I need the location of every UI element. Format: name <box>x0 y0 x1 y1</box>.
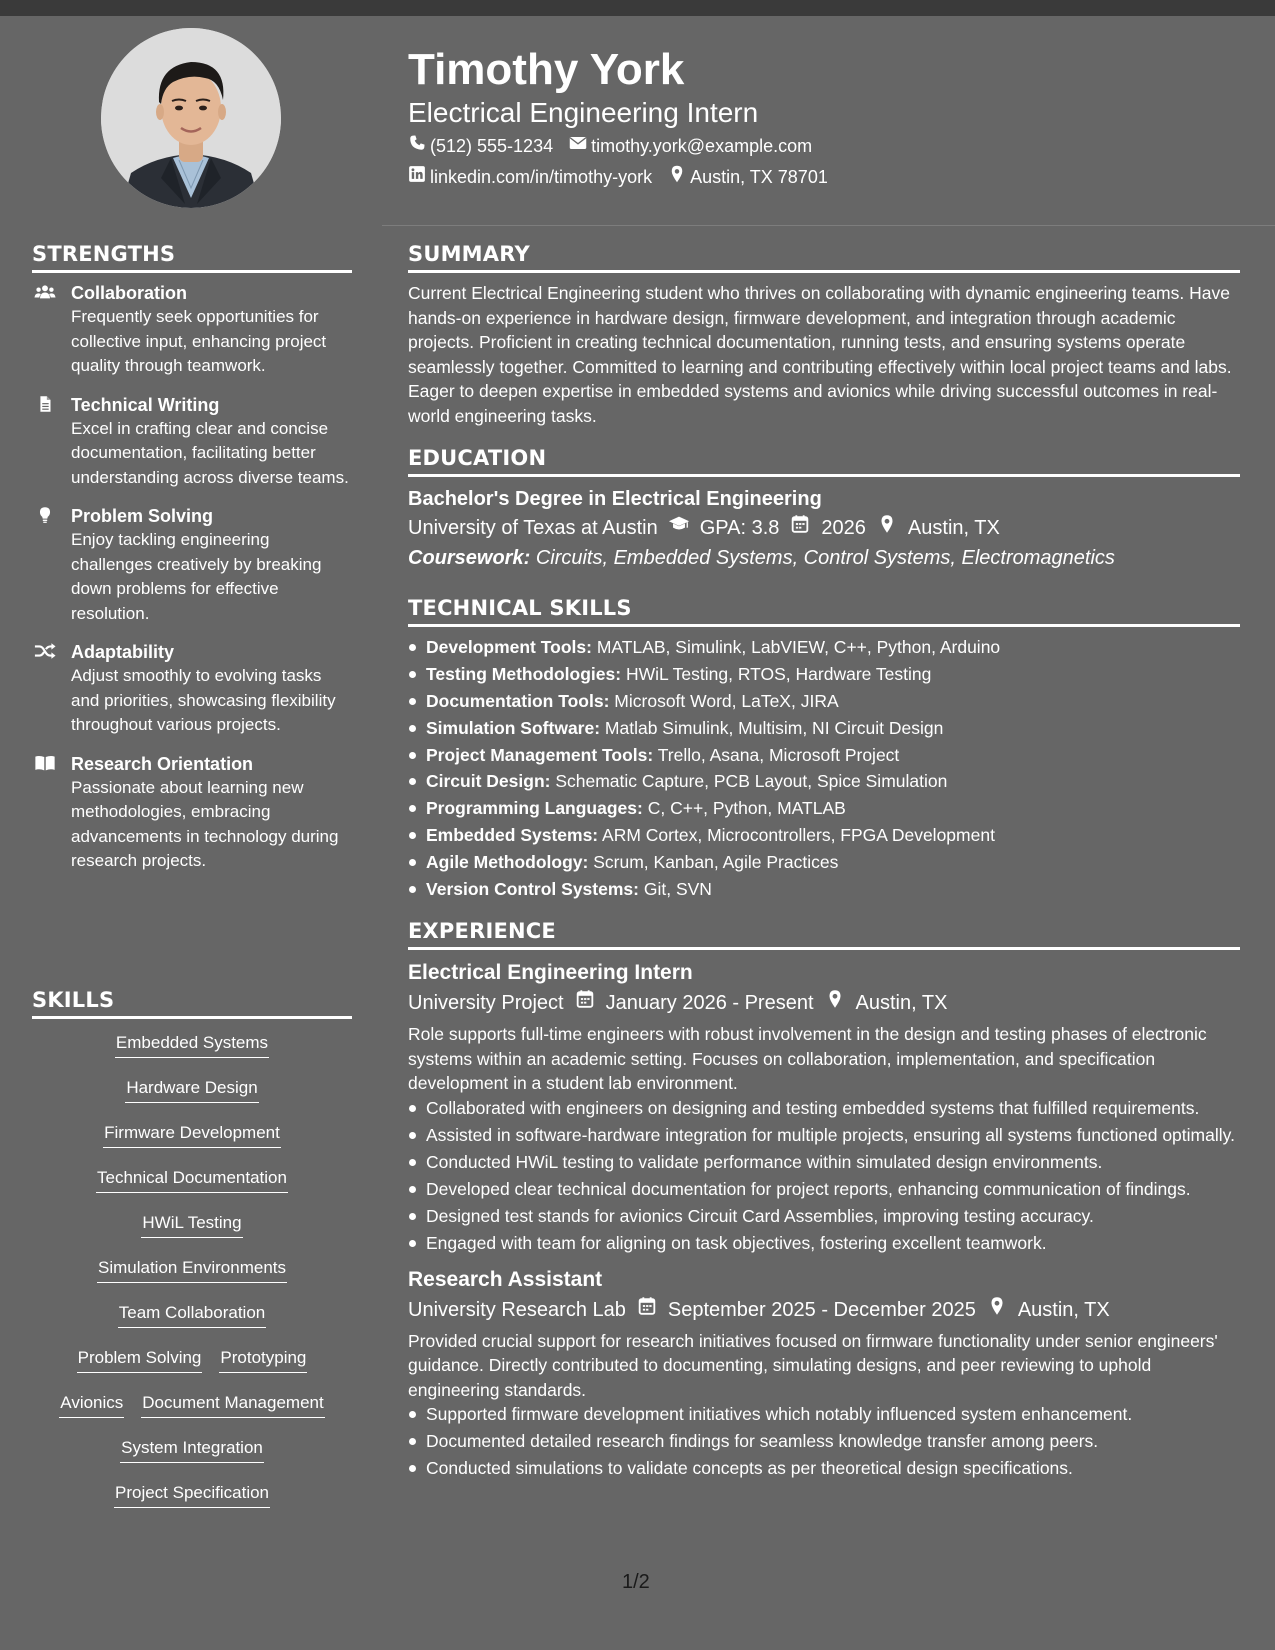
skill-chip: Document Management <box>141 1391 324 1418</box>
phone-item <box>408 134 553 158</box>
technical-skills-title: TECHNICAL SKILLS <box>408 596 1240 627</box>
linkedin-link[interactable]: linkedin.com/in/timothy-york <box>430 167 653 187</box>
summary-section <box>408 242 1240 428</box>
page-number: 1/2 <box>622 1571 650 1593</box>
education-section <box>408 446 1240 573</box>
envelope-icon <box>569 134 587 158</box>
strength-item <box>32 504 352 626</box>
job-location: Austin, TX <box>855 992 948 1014</box>
list-item: Conducted HWiL testing to validate performance within simulated design environments. <box>408 1150 1240 1174</box>
strength-title: Adaptability <box>71 642 175 662</box>
strength-title: Collaboration <box>71 283 187 303</box>
skill-label: Simulation Software: <box>426 717 601 738</box>
job-org: University Research Lab <box>408 1298 626 1321</box>
skills-title: SKILLS <box>32 988 352 1019</box>
email-item[interactable] <box>569 134 812 158</box>
map-pin-icon <box>876 513 898 543</box>
job-description: Provided crucial support for research initiatives focused on firmware functionality under senior engineers' guidance. Directly contributed to documenting, simulating designs, and peer reviewing to uphold engineering standards. <box>408 1330 1218 1400</box>
list-item: Conducted simulations to validate concepts as per theoretical design specifications. <box>408 1456 1240 1480</box>
experience-section <box>408 919 1240 1483</box>
skill-chip: Problem Solving <box>77 1346 203 1373</box>
skill-label: Version Control Systems: <box>426 879 639 900</box>
skill-value: Scrum, Kanban, Agile Practices <box>593 852 839 873</box>
strength-desc: Adjust smoothly to evolving tasks and priorities, showcasing flexibility throughout various projects. <box>71 666 336 734</box>
skill-row <box>32 1436 352 1481</box>
skill-value: HWiL Testing, RTOS, Hardware Testing <box>625 663 932 684</box>
skill-value: Git, SVN <box>643 879 712 900</box>
calendar-icon <box>636 1295 658 1325</box>
skill-label: Programming Languages: <box>426 798 643 819</box>
skill-row <box>32 1031 352 1076</box>
calendar-icon <box>789 513 811 543</box>
strength-desc: Passionate about learning new methodologies, embracing advancements in technology during research projects. <box>71 777 339 870</box>
skill-row <box>32 1256 352 1301</box>
skill-row <box>32 1076 352 1121</box>
graduation-cap-icon <box>668 513 690 543</box>
job-org: University Project <box>408 992 564 1014</box>
skill-chip: HWiL Testing <box>141 1211 242 1238</box>
list-item <box>408 823 1240 847</box>
job-title: Electrical Engineering Intern <box>408 961 693 984</box>
job-location: Austin, TX <box>1017 1298 1110 1321</box>
list-item: Developed clear technical documentation for project reports, enhancing communication of findings. <box>408 1177 1240 1201</box>
profile-photo <box>101 28 281 208</box>
map-pin-icon <box>668 165 686 189</box>
school-name: University of Texas at Austin <box>408 517 658 539</box>
skill-chip: Firmware Development <box>103 1121 281 1148</box>
summary-title: SUMMARY <box>408 242 1240 273</box>
list-item <box>408 796 1240 820</box>
skill-chip: Project Specification <box>114 1481 270 1508</box>
degree-name: Bachelor's Degree in Electrical Engineering <box>408 488 822 510</box>
skill-value: Trello, Asana, Microsoft Project <box>657 744 900 765</box>
document-icon <box>32 394 58 414</box>
skill-chip: Prototyping <box>219 1346 307 1373</box>
strength-desc: Excel in crafting clear and concise documentation, facilitating better understanding across diverse teams. <box>71 418 349 487</box>
map-pin-icon <box>824 988 846 1018</box>
technical-skills-list <box>408 635 1240 901</box>
coursework-label: Coursework: <box>408 547 531 569</box>
list-item <box>408 850 1240 874</box>
skill-value: ARM Cortex, Microcontrollers, FPGA Development <box>602 825 995 846</box>
job-bullets <box>408 1402 1240 1480</box>
contact-row-1 <box>408 134 812 158</box>
skill-row <box>32 1346 352 1391</box>
skill-value: Schematic Capture, PCB Layout, Spice Simulation <box>555 771 948 792</box>
skill-value: Matlab Simulink, Multisim, NI Circuit Design <box>604 717 944 738</box>
strength-item <box>32 393 352 491</box>
skill-chip: Avionics <box>59 1391 124 1418</box>
skill-value: MATLAB, Simulink, LabVIEW, C++, Python, Arduino <box>596 637 1001 657</box>
strengths-title: STRENGTHS <box>32 242 352 273</box>
school-location: Austin, TX <box>907 517 1000 539</box>
linkedin-item[interactable] <box>408 165 652 189</box>
phone-icon <box>408 134 426 158</box>
education-title: EDUCATION <box>408 446 1240 477</box>
skill-label: Documentation Tools: <box>426 690 610 711</box>
list-item <box>408 662 1240 686</box>
strength-item <box>32 281 352 379</box>
skill-row <box>32 1166 352 1211</box>
header-divider <box>382 225 1275 226</box>
skill-label: Testing Methodologies: <box>426 663 622 684</box>
list-item: Documented detailed research findings for seamless knowledge transfer among peers. <box>408 1429 1240 1453</box>
strengths-section <box>32 242 352 888</box>
job-dates: September 2025 - December 2025 <box>667 1298 976 1321</box>
job-entry <box>408 1265 1240 1481</box>
calendar-icon <box>574 988 596 1018</box>
skill-row <box>32 1211 352 1256</box>
skills-list <box>32 1031 352 1526</box>
job-dates: January 2026 - Present <box>605 992 814 1014</box>
contact-row-2 <box>408 165 828 189</box>
job-meta <box>408 988 1240 1018</box>
book-icon <box>32 753 58 773</box>
list-item <box>408 877 1240 901</box>
skill-label: Circuit Design: <box>426 771 551 792</box>
skill-label: Agile Methodology: <box>426 852 589 873</box>
skill-chip: Simulation Environments <box>97 1256 287 1283</box>
graduation-year: 2026 <box>821 517 866 539</box>
skill-value: Microsoft Word, LaTeX, JIRA <box>614 690 839 711</box>
list-item <box>408 743 1240 767</box>
location-text: Austin, TX 78701 <box>690 167 828 187</box>
skill-value: C, C++, Python, MATLAB <box>647 798 846 819</box>
skill-label: Development Tools: <box>426 637 592 657</box>
shuffle-icon <box>32 641 58 661</box>
technical-skills-section <box>408 596 1240 904</box>
map-pin-icon <box>986 1295 1008 1325</box>
list-item: Assisted in software-hardware integration for multiple projects, ensuring all systems functioned optimally. <box>408 1123 1240 1147</box>
list-item: Supported firmware development initiatives which notably influenced system enhancement. <box>408 1402 1240 1426</box>
strength-item <box>32 752 352 874</box>
strength-desc: Enjoy tackling engineering challenges creatively by breaking down problems for effective resolution. <box>71 530 322 623</box>
skill-row <box>32 1301 352 1346</box>
skill-row <box>32 1391 352 1436</box>
users-icon <box>32 282 58 302</box>
strength-item <box>32 640 352 738</box>
skills-section <box>32 988 352 1526</box>
strength-title: Research Orientation <box>71 753 254 774</box>
candidate-title: Electrical Engineering Intern <box>408 97 759 128</box>
skill-chip: Technical Documentation <box>96 1166 288 1193</box>
job-entry <box>408 958 1240 1255</box>
list-item <box>408 716 1240 740</box>
skill-chip: Hardware Design <box>125 1076 258 1103</box>
job-title: Research Assistant <box>408 1267 603 1291</box>
candidate-name: Timothy York <box>408 45 685 94</box>
coursework <box>408 543 1240 573</box>
list-item <box>408 689 1240 713</box>
skill-label: Project Management Tools: <box>426 744 654 765</box>
lightbulb-icon <box>32 505 58 525</box>
job-description: Role supports full-time engineers with robust involvement in the design and testing phases of electronic systems within an academic setting. Focuses on collaboration, implementation, and specification development in a student lab environment. <box>408 1024 1207 1093</box>
education-meta <box>408 513 1240 543</box>
gpa-text: GPA: 3.8 <box>699 517 780 539</box>
skill-chip: Embedded Systems <box>115 1031 269 1058</box>
skill-chip: System Integration <box>120 1436 264 1463</box>
skill-chip: Team Collaboration <box>118 1301 266 1328</box>
list-item: Designed test stands for avionics Circuit Card Assemblies, improving testing accuracy. <box>408 1204 1240 1228</box>
list-item <box>408 769 1240 793</box>
job-bullets <box>408 1096 1240 1255</box>
list-item: Engaged with team for aligning on task objectives, fostering excellent teamwork. <box>408 1231 1240 1255</box>
job-meta <box>408 1295 1240 1325</box>
email-link[interactable]: timothy.york@example.com <box>591 136 813 156</box>
experience-title: EXPERIENCE <box>408 919 1240 950</box>
phone-text: (512) 555-1234 <box>430 136 554 156</box>
top-bar <box>0 0 1275 16</box>
skill-row <box>32 1481 352 1526</box>
strength-desc: Frequently seek opportunities for collective input, enhancing project quality through teamwork. <box>71 307 327 375</box>
location-item <box>668 165 828 189</box>
strength-title: Technical Writing <box>71 394 220 415</box>
skill-row <box>32 1121 352 1166</box>
coursework-list: Circuits, Embedded Systems, Control Systems, Electromagnetics <box>535 547 1115 569</box>
summary-text: Current Electrical Engineering student who thrives on collaborating with dynamic engineering teams. Have hands-on experience in hardware design, firmware development, and integration through academic projects. Proficient in creating technical documentation, running tests, and ensuring systems operate seamlessly together. Committed to learning and contributing effectively within local project teams and labs. Eager to deepen expertise in embedded systems and avionics while driving successful outcomes in real-world engineering tasks. <box>408 283 1232 426</box>
strength-title: Problem Solving <box>71 506 214 526</box>
list-item <box>408 635 1240 659</box>
skill-label: Embedded Systems: <box>426 825 599 846</box>
linkedin-icon <box>408 165 426 189</box>
list-item: Collaborated with engineers on designing and testing embedded systems that fulfilled requirements. <box>408 1096 1240 1120</box>
